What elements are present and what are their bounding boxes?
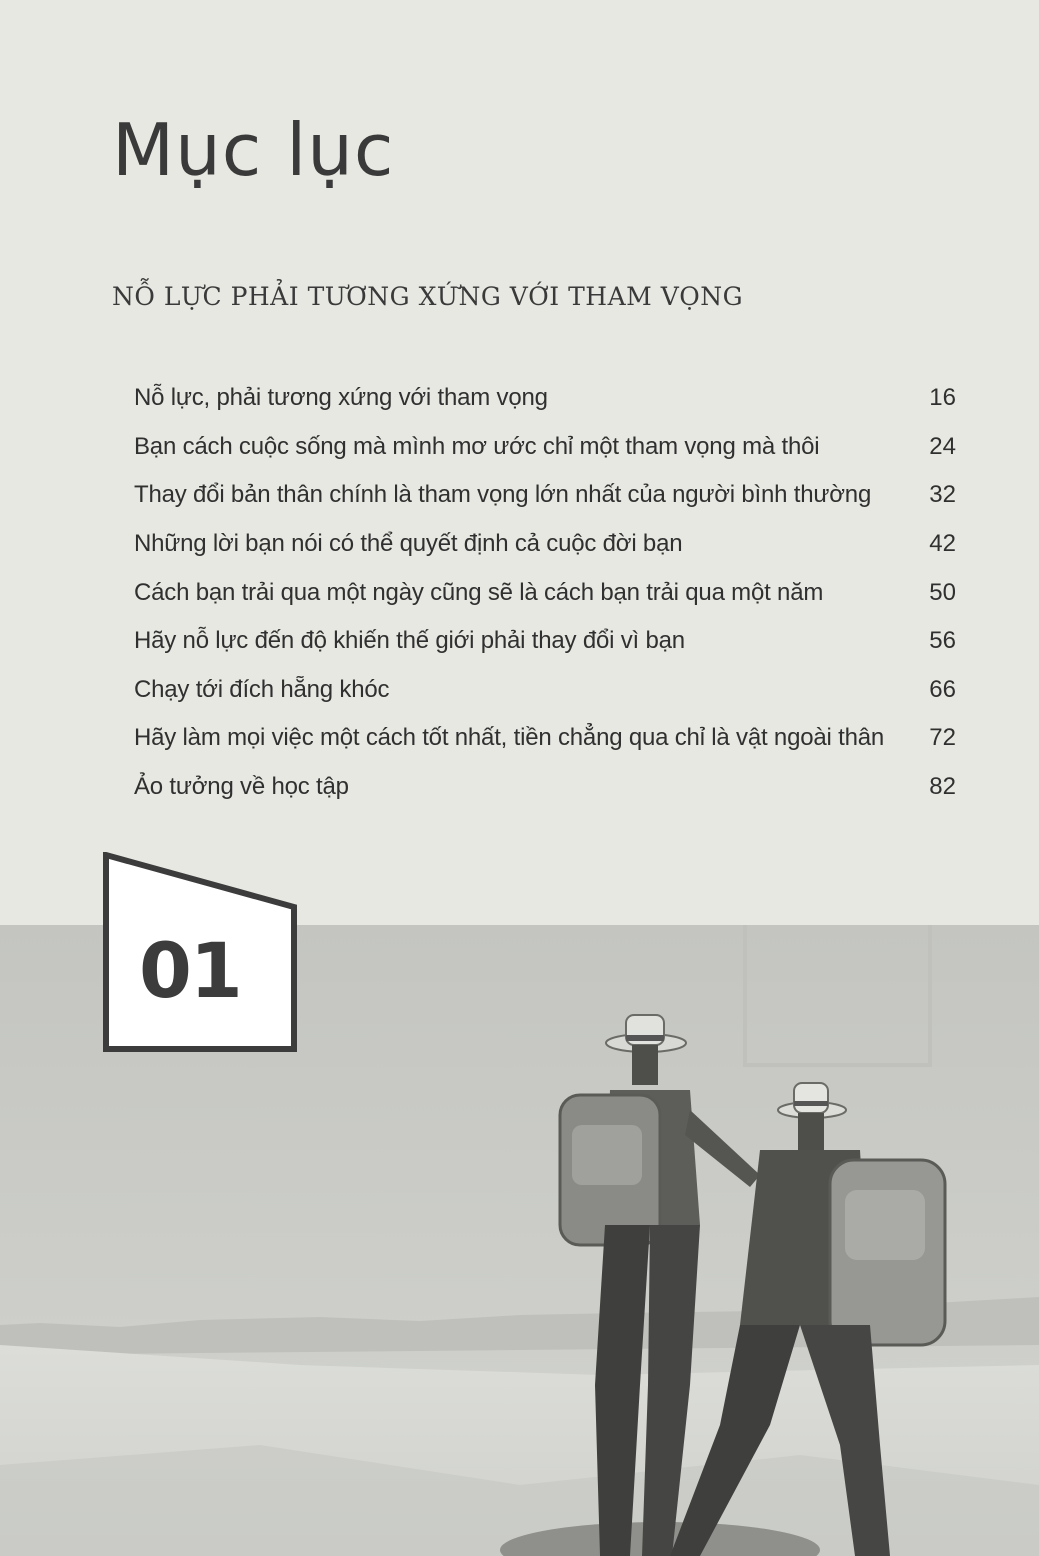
toc-entry-page: 16 (929, 384, 956, 412)
chapter-marker (103, 852, 297, 1052)
toc-entry (134, 374, 956, 423)
table-of-contents (134, 374, 956, 811)
toc-entry-page: 50 (929, 578, 956, 606)
toc-entry (134, 471, 956, 520)
toc-entry-page: 42 (929, 530, 956, 558)
toc-entry-page: 32 (929, 481, 956, 509)
toc-entry (134, 423, 956, 472)
toc-entry-title: Nỗ lực, phải tương xứng với tham vọng (134, 384, 548, 412)
toc-entry (134, 666, 956, 715)
toc-entry-title: Hãy làm mọi việc một cách tốt nhất, tiền chẳng qua chỉ là vật ngoài thân (134, 724, 885, 752)
toc-entry-title: Chạy tới đích hẵng khóc (134, 675, 390, 703)
toc-entry-page: 24 (929, 432, 956, 460)
toc-entry (134, 714, 956, 763)
toc-entry-page: 82 (929, 773, 956, 801)
toc-entry-title: Ảo tưởng về học tập (134, 773, 349, 801)
toc-entry-title: Những lời bạn nói có thể quyết định cả cuộc đời bạn (134, 530, 683, 558)
toc-entry-title: Thay đổi bản thân chính là tham vọng lớn nhất của người bình thường (134, 481, 872, 509)
chapter-number: 01 (139, 926, 241, 1015)
toc-entry (134, 617, 956, 666)
toc-entry-page: 72 (929, 724, 956, 752)
toc-entry-page: 56 (929, 627, 956, 655)
toc-entry-page: 66 (929, 675, 956, 703)
toc-entry-title: Hãy nỗ lực đến độ khiến thế giới phải thay đổi vì bạn (134, 627, 685, 655)
page-title: Mục lục (112, 108, 395, 192)
toc-entry (134, 568, 956, 617)
toc-entry-title: Cách bạn trải qua một ngày cũng sẽ là cách bạn trải qua một năm (134, 578, 824, 606)
section-title: NỖ LỰC PHẢI TƯƠNG XỨNG VỚI THAM VỌNG (112, 282, 744, 311)
toc-entry (134, 763, 956, 812)
toc-entry-title: Bạn cách cuộc sống mà mình mơ ước chỉ một tham vọng mà thôi (134, 432, 820, 460)
toc-entry (134, 520, 956, 569)
